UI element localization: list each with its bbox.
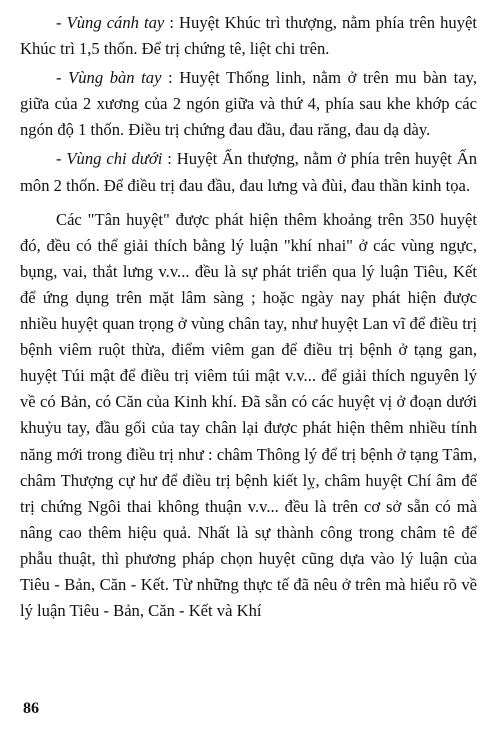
region-label-arm: - Vùng cánh tay — [56, 13, 165, 32]
page-content — [20, 10, 477, 627]
region-label-leg: - Vùng chi dưới — [56, 149, 163, 169]
region-label-hand: - Vùng bàn tay — [56, 68, 162, 88]
paragraph-arm-region — [20, 10, 477, 62]
paragraph-hand-region — [20, 65, 477, 143]
page-number: 86 — [23, 700, 39, 717]
region-text-hand: : Huyệt Thống linh, nằm ở trên mu bàn tay, giữa của 2 xương của 2 ngón giữa và thứ 4, phía sau khe khớp các ngón độ 1 thốn. Điều trị chứng đau đầu, đau răng, đau dạ dày. — [20, 68, 477, 140]
main-paragraph: Các "Tân huyệt" được phát hiện thêm khoảng trên 350 huyệt đó, đều có thể giải thích bằng lý luận "khí nhai" ở các vùng ngực, bụng, vai, thắt lưng v.v... đều là sự phát triển qua lý luận Tiêu, Kết để ứng dụng trên mặt lâm sàng ; hoặc ngày nay phát hiện được nhiều huyệt quan trọng ở vùng chân tay, như huyệt Lan vĩ để điều trị bệnh viêm ruột thừa, điểm viêm gan để điều trị bệnh ở tạng gan, huyệt Túi mật để điều trị viêm túi mật v.v... để giải thích nguyên lý về có Bản, có Căn của Kinh khí. Đã sẵn có các huyệt vị ở đoạn dưới khuỷu tay, đầu gối của tay chân lại được phát hiện thêm nhiều tính năng mới trong điều trị như : châm Thông lý để trị bệnh ở tạng Tâm, châm Thượng cự hư để điều trị bệnh kiết lỵ, châm huyệt Chí âm để trị chứng Ngôi thai không thuận v.v... đều là trên cơ sở sẵn có mà nâng cao thêm hiệu quả. Nhất là sự thành công trong châm tê để phẫu thuật, thì phương pháp chọn huyệt cũng dựa vào lý luận của Tiêu - Bản, Căn - Kết. Từ những thực tế đã nêu ở trên mà hiểu rõ về lý luận Tiêu - Bản, Căn - Kết và Khí — [20, 209, 477, 621]
region-text-leg: : Huyệt Ấn thượng, nằm ở phía trên huyệt Ấn môn 2 thốn. Để điều trị đau đầu, đau lưng và đùi, đau thần kinh tọa. — [20, 149, 477, 195]
paragraph-leg-region — [20, 146, 477, 198]
region-text-arm: : Huyệt Khúc trì thượng, nằm phía trên huyệt Khúc trì 1,5 thốn. Để trị chứng tê, liệt chi trên. — [20, 13, 477, 59]
